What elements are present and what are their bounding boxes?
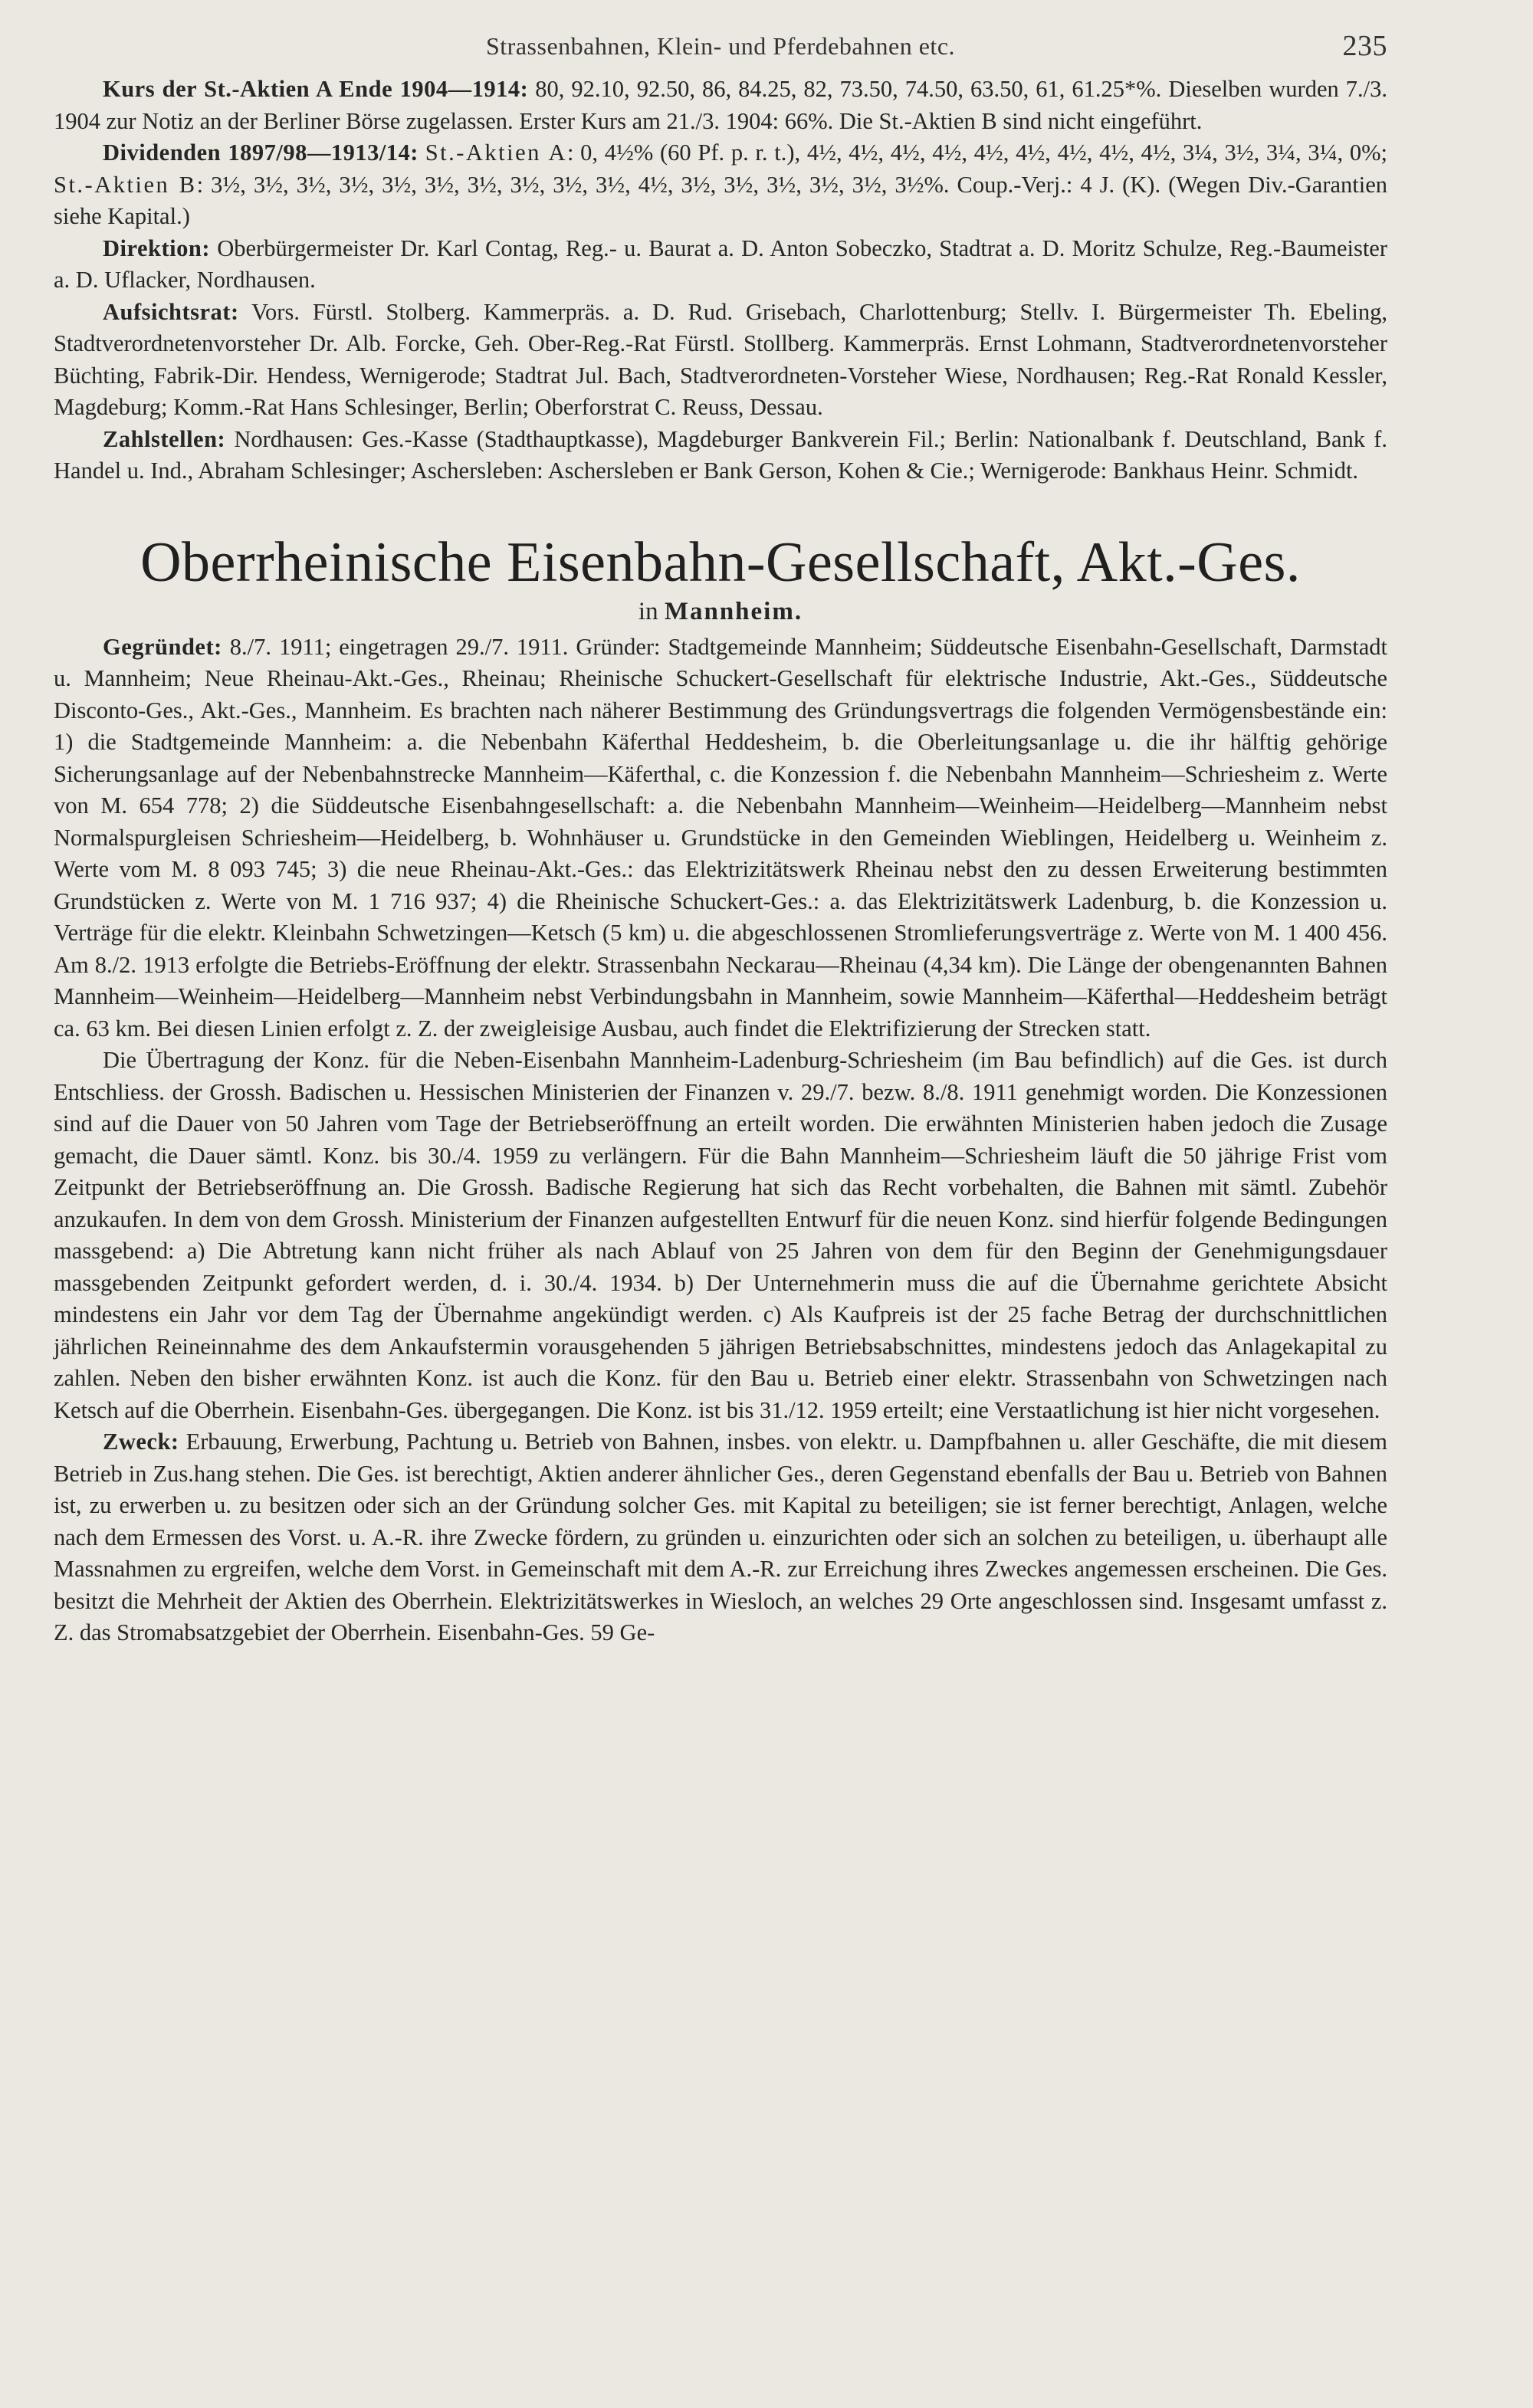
paragraph-direktion [54,233,1387,297]
text-zweck: Erbauung, Erwerbung, Pachtung u. Betrieb von Bahnen, insbes. von elektr. u. Dampfbahnen u. aller Geschäfte, die mit diesem Betrieb in Zus.hang stehen. Die Ges. ist berechtigt, Aktien anderer ähnlicher Ges., deren Gegenstand ebenfalls der Bau u. Betrieb von Bahnen ist, zu erwerben u. zu besitzen oder sich an der Gründung solcher Ges. mit Kapital zu beteiligen; sie ist ferner berechtigt, Anlagen, welche nach dem Ermessen des Vorst. u. A.-R. ihre Zwecke fördern, zu gründen u. einzurichten oder sich an solchen zu beteiligen, u. überhaupt alle Massnahmen zu ergreifen, welche dem Vorst. in Gemeinschaft mit dem A.-R. zur Erreichung ihres Zweckes angemessen erscheinen. Die Ges. besitzt die Mehrheit der Aktien des Oberrhein. Elektrizitätswerkes in Wiesloch, an welches 29 Orte angeschlossen sind. Insgesamt umfasst z. Z. das Stromabsatzgebiet der Oberrhein. Eisenbahn-Ges. 59 Ge- [54,1429,1387,1645]
company-place [54,595,1387,628]
paragraph-zweck [54,1426,1387,1649]
text-zahlstellen: Nordhausen: Ges.-Kasse (Stadthauptkasse), Magdeburger Bankverein Fil.; Berlin: Nationalbank f. Deutschland, Bank f. Handel u. Ind., Abraham Schlesinger; Aschersleben: Aschersleben er Bank Gerson, Kohen & Cie.; Wernigerode: Bankhaus Heinr. Schmidt. [54,425,1387,484]
section-stock-info [54,74,1387,487]
paragraph-kurs [54,74,1387,137]
text-gegruendet: 8./7. 1911; eingetragen 29./7. 1911. Gründer: Stadtgemeinde Mannheim; Süddeutsche Eisenbahn-Gesellschaft, Darmstadt u. Mannheim; Neue Rheinau-Akt.-Ges., Rheinau; Rheinische Schuckert-Gesellschaft für elektrische Industrie, Akt.-Ges., Süddeutsche Disconto-Ges., Akt.-Ges., Mannheim. Es brachten nach näherer Bestimmung des Gründungsvertrags die folgenden Vermögensbestände ein: 1) die Stadtgemeinde Mannheim: a. die Nebenbahn Käferthal Heddesheim, b. die Oberleitungsanlage u. die ihr hälftig gehörige Sicherungsanlage auf der Nebenbahnstrecke Mannheim—Käferthal, c. die Konzession f. die Nebenbahn Mannheim—Schriesheim z. Werte von M. 654 778; 2) die Süddeutsche Eisenbahngesellschaft: a. die Nebenbahn Mannheim—Weinheim—Heidelberg—Mannheim nebst Normalspurgleisen Schriesheim—Heidelberg, b. Wohnhäuser u. Grundstücke in den Gemeinden Wieblingen, Heidelberg u. Weinheim z. Werte vom M. 8 093 745; 3) die neue Rheinau-Akt.-Ges.: das Elektrizitätswerk Rheinau nebst den zu dessen Erweiterung bestimmten Grundstücken z. Werte von M. 1 716 937; 4) die Rheinische Schuckert-Ges.: a. das Elektrizitätswerk Ladenburg, b. die Konzession u. Verträge für die elektr. Kleinbahn Schwetzingen—Ketsch (5 km) u. die abgeschlossenen Stromlieferungsverträge z. Werte von M. 1 400 456. Am 8./2. 1913 erfolgte die Betriebs-Eröffnung der elektr. Strassenbahn Neckarau—Rheinau (4,34 km). Die Länge der obengenannten Bahnen Mannheim—Weinheim—Heidelberg—Mannheim nebst Verbindungsbahn in Mannheim, sowie Mannheim—Käferthal—Heddesheim beträgt ca. 63 km. Bei diesen Linien erfolgt z. Z. der zweigleisige Ausbau, auch findet die Elektrifizierung der Strecken statt. [54,633,1387,1042]
label-kurs: Kurs der St.-Aktien A Ende 1904—1914: [103,76,529,102]
label-dividenden: Dividenden 1897/98—1913/14: [103,139,419,166]
text-kurs: 80, 92.10, 92.50, 86, 84.25, 82, 73.50, 74.50, 63.50, 61, 61.25*%. Dieselben wurden 7./3. 1904 zur Notiz an der Berliner Börse zugelassen. Erster Kurs am 21./3. 1904: 66%. Die St.-Aktien B sind nicht eingeführt. [54,76,1387,134]
label-gegruendet: Gegründet: [103,633,222,660]
company-place-city: Mannheim. [664,597,803,625]
text-dividenden-b: : 3½, 3½, 3½, 3½, 3½, 3½, 3½, 3½, 3½, 3½, 4½, 3½, 3½, 3½, 3½, 3½, 3½%. Coup.-Verj.: 4 J. (K). (Wegen Div.-Garantien siehe Kapital.) [54,171,1387,229]
label-direktion: Direktion: [103,235,210,261]
paragraph-uebertragung: Die Übertragung der Konz. für die Neben-Eisenbahn Mannheim-Ladenburg-Schriesheim (im Bau befindlich) auf die Ges. ist durch Entschliess. der Grossh. Badischen u. Hessischen Ministerien der Finanzen v. 29./7. bezw. 8./8. 1911 genehmigt worden. Die Konzessionen sind auf die Dauer von 50 Jahren vom Tage der Betriebseröffnung an erteilt worden. Die erwähnten Ministerien haben jedoch die Zusage gemacht, die Dauer sämtl. Konz. bis 30./4. 1959 zu verlängern. Für die Bahn Mannheim—Schriesheim läuft die 50 jährige Frist vom Zeitpunkt der Betriebseröffnung an. Die Grossh. Badische Regierung hat sich das Recht vorbehalten, die Bahnen mit sämtl. Zubehör anzukaufen. In dem von dem Grossh. Ministerium der Finanzen aufgestellten Entwurf für die neuen Konz. sind hierfür folgende Bedingungen massgebend: a) Die Abtretung kann nicht früher als nach Ablauf von 25 Jahren von dem für den Beginn der Genehmigungsdauer massgebenden Zeitpunkt gefordert werden, d. i. 30./4. 1934. b) Der Unternehmerin muss die auf die Übernahme gerichtete Absicht mindestens ein Jahr vor dem Tag der Übernahme angekündigt werden. c) Als Kaufpreis ist der 25 fache Betrag der durchschnittlichen jährlichen Reineinnahme des dem Ankaufstermin vorausgehenden 5 jährigen Betriebsabschnittes, mindestens jedoch das Anlagekapital zu zahlen. Neben den bisher erwähnten Konz. ist auch die Konz. für den Bau u. Betrieb einer elektr. Strassenbahn von Schwetzingen nach Ketsch auf die Oberrhein. Eisenbahn-Ges. übergegangen. Die Konz. ist bis 31./12. 1959 erteilt; eine Verstaatlichung ist hier nicht vorgesehen. [54,1047,1387,1423]
label-zahlstellen: Zahlstellen: [103,425,226,452]
company-title: Oberrheinische Eisenbahn-Gesellschaft, Akt.-Ges. [140,530,1301,594]
paragraph-aufsichtsrat [54,297,1387,424]
text-dividenden-b-label: St.-Aktien B [54,171,197,198]
text-aufsichtsrat: Vors. Fürstl. Stolberg. Kammerpräs. a. D. Rud. Grisebach, Charlottenburg; Stellv. I. Bürgermeister Th. Ebeling, Stadtverordnetenvorsteher Dr. Alb. Forcke, Geh. Ober-Reg.-Rat Fürstl. Stollberg. Kammerpräs. Ernst Lohmann, Stadtverordnetenvorsteher Büchting, Fabrik-Dir. Hendess, Wernigerode; Stadtrat Jul. Bach, Stadtverordneten-Vorsteher Wiese, Nordhausen; Reg.-Rat Ronald Kessler, Magdeburg; Komm.-Rat Hans Schlesinger, Berlin; Oberforstrat C. Reuss, Dessau. [54,298,1387,420]
company-place-prefix: in [638,597,658,625]
paragraph-zahlstellen [54,424,1387,487]
text-dividenden-a: : 0, 4½% (60 Pf. p. r. t.), 4½, 4½, 4½, 4½, 4½, 4½, 4½, 4½, 4½, 3¼, 3½, 3¼, 3¼, 0%; [566,139,1387,166]
label-zweck: Zweck: [103,1429,179,1455]
section-company-details [54,632,1387,1649]
running-title: Strassenbahnen, Klein- und Pferdebahnen etc. [485,32,956,60]
page-number: 235 [1342,30,1387,62]
text-direktion: Oberbürgermeister Dr. Karl Contag, Reg.- u. Baurat a. D. Anton Sobeczko, Stadtrat a. D. Moritz Schulze, Reg.-Baumeister a. D. Uflacker, Nordhausen. [54,235,1387,293]
paragraph-dividenden [54,137,1387,233]
paragraph-gegruendet [54,632,1387,1045]
running-head [54,31,1387,74]
text-dividenden-a-label: St.-Aktien A [425,139,567,166]
label-aufsichtsrat: Aufsichtsrat: [103,298,239,325]
